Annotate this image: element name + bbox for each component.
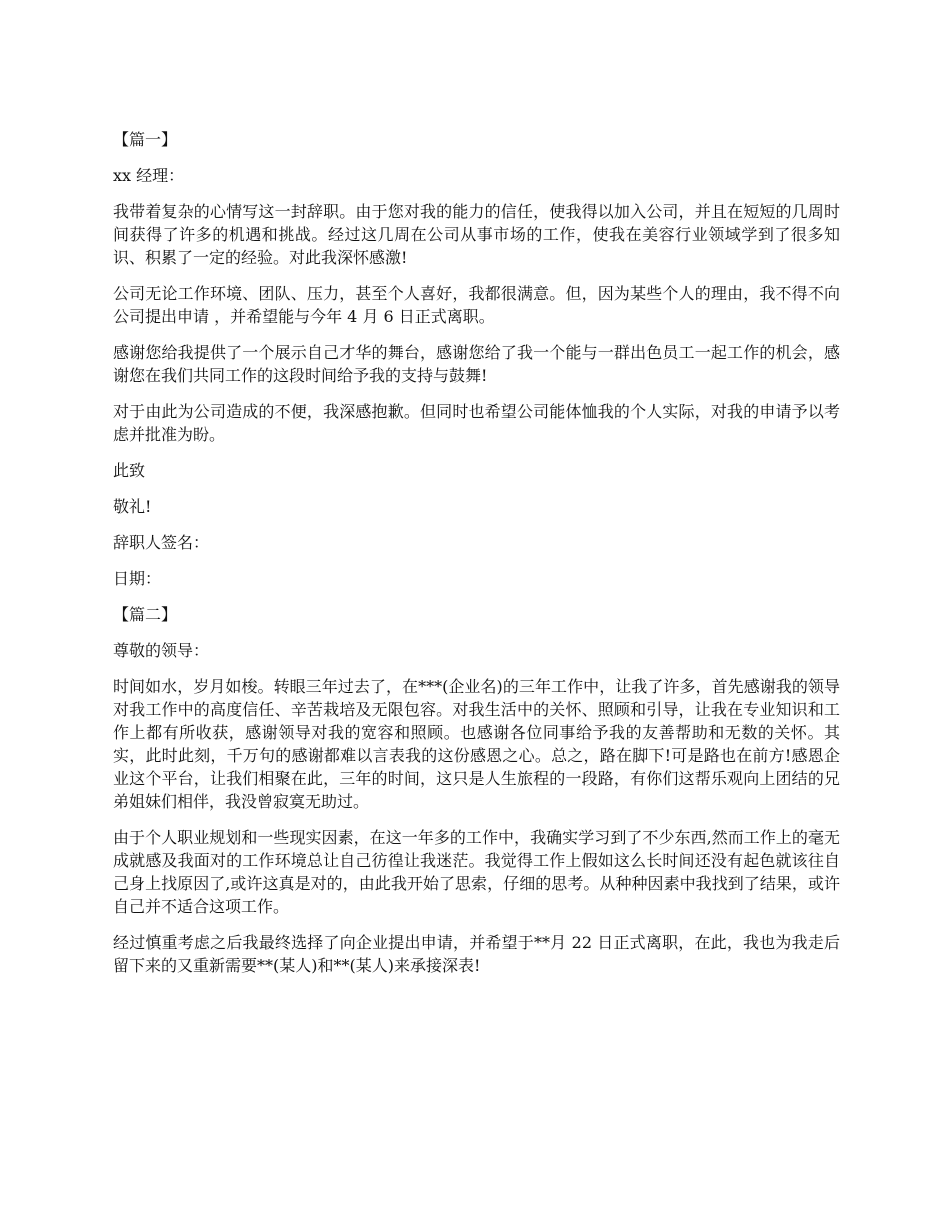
body-paragraph: 我带着复杂的心情写这一封辞职。由于您对我的能力的信任，使我得以加入公司，并且在短短的几周时间获得了许多的机遇和挑战。经过这几周在公司从事市场的工作，使我在美容行业领域学到了很多知识、积累了一定的经验。对此我深怀感激! — [113, 202, 840, 267]
body-paragraph: 对于由此为公司造成的不便，我深感抱歉。但同时也希望公司能体恤我的个人实际，对我的申请予以考虑并批准为盼。 — [113, 402, 840, 444]
date-label: 日期： — [113, 569, 162, 588]
closing-line: 此致 — [113, 461, 146, 480]
body-paragraph: 感谢您给我提供了一个展示自己才华的舞台，感谢您给了我一个能与一群出色员工一起工作的机会，感谢您在我们共同工作的这段时间给予我的支持与鼓舞! — [113, 343, 840, 385]
salutation-2: 尊敬的领导： — [113, 641, 210, 660]
body-paragraph: 时间如水，岁月如梭。转眼三年过去了，在***(企业名)的三年工作中，让我了许多，首先感谢我的领导对我工作中的高度信任、辛苦栽培及无限包容。对我生活中的关怀、照顾和引导，让我在专业知识和工作上都有所收获，感谢领导对我的宽容和照顾。也感谢各位同事给予我的友善帮助和无数的关怀。其实，此时此刻，千万句的感谢都难以言表我的这份感恩之心。总之，路在脚下!可是路也在前方!感恩企业这个平台，让我们相聚在此，三年的时间，这只是人生旅程的一段路，有你们这帮乐观向上团结的兄弟姐妹们相伴，我没曾寂寞无助过。 — [113, 677, 840, 811]
section-heading-2: 【篇二】 — [113, 605, 178, 624]
salutation-1: xx 经理： — [113, 166, 185, 185]
body-paragraph: 由于个人职业规划和一些现实因素，在这一年多的工作中，我确实学习到了不少东西,然而工作上的毫无成就感及我面对的工作环境总让自己彷徨让我迷茫。我觉得工作上假如这么长时间还没有起色就该往自己身上找原因了,或许这真是对的，由此我开始了思索，仔细的思考。从种种因素中我找到了结果，或许自己并不适合这项工作。 — [113, 828, 840, 916]
section-heading-1: 【篇一】 — [113, 130, 178, 149]
closing-regards: 敬礼! — [113, 497, 152, 516]
body-paragraph: 经过慎重考虑之后我最终选择了向企业提出申请，并希望于**月 22 日正式离职，在此，我也为我走后留下来的又重新需要**(某人)和**(某人)来承接深表! — [113, 933, 840, 975]
signature-label: 辞职人签名： — [113, 533, 210, 552]
document-body — [113, 128, 840, 990]
body-paragraph: 公司无论工作环境、团队、压力，甚至个人喜好，我都很满意。但，因为某些个人的理由，我不得不向公司提出申请 ，并希望能与今年 4 月 6 日正式离职。 — [113, 284, 840, 326]
